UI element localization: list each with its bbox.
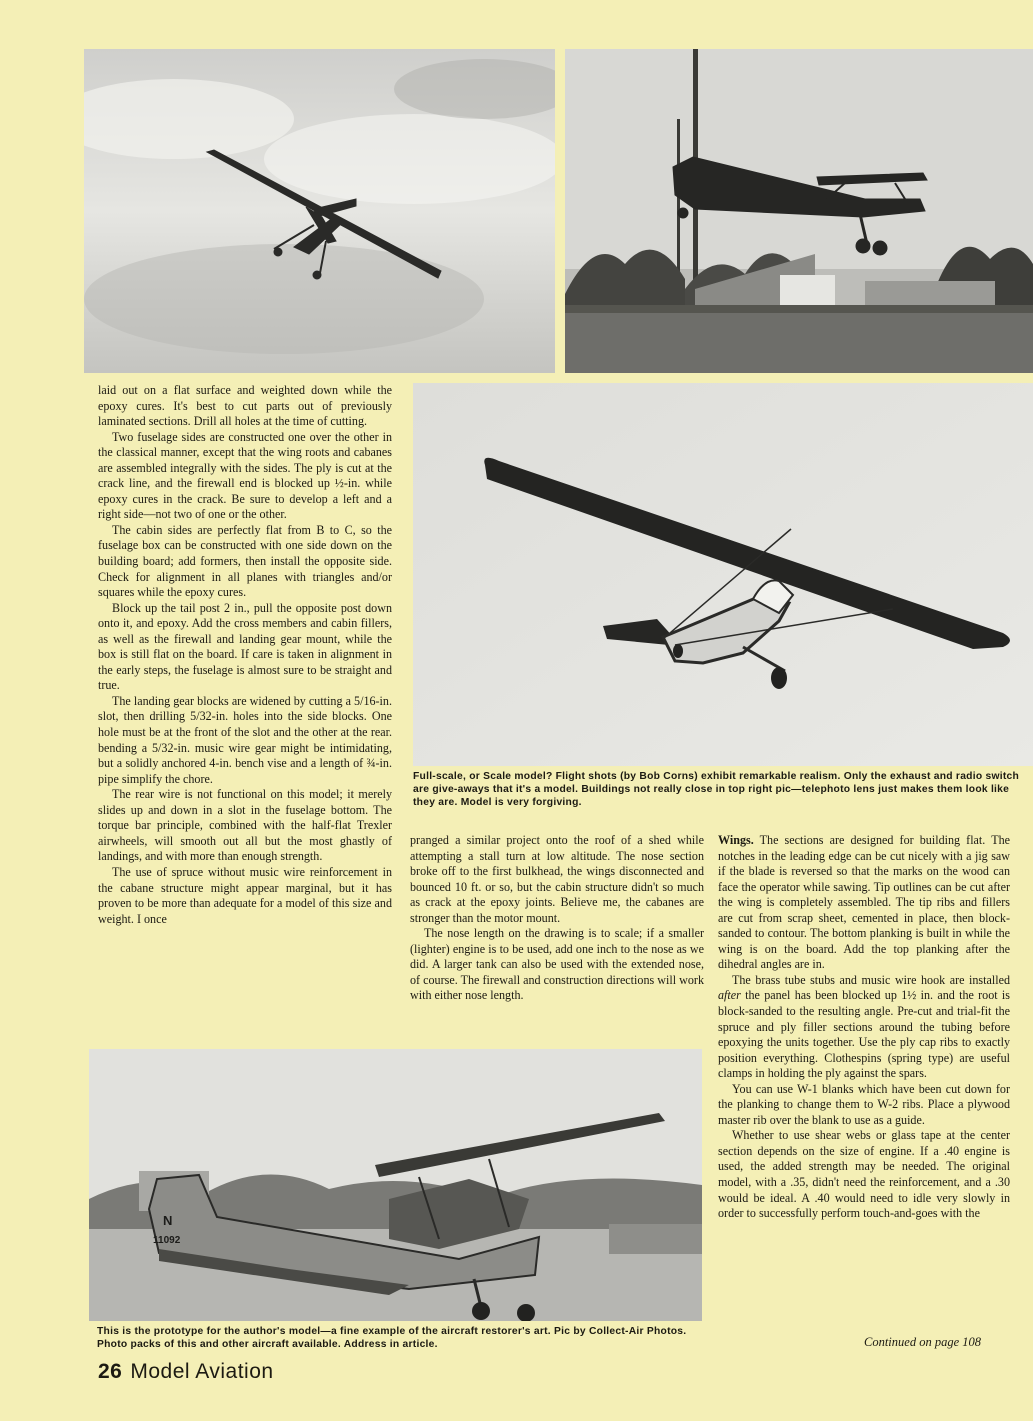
paragraph: The nose length on the drawing is to scale; if a smaller (lighter) engine is to be used, add one inch to the nose as we did. A larger tank can also be used with the extended nose, of course. The firewall and construction directions will work with either nose length. (410, 926, 704, 1003)
paragraph: Two fuselage sides are constructed one over the other in the classical manner, except that the wing roots and cabanes are assembled integrally with the sides. The ply is cut at the crack line, and the firewall end is blocked up ½-in. while epoxy cures in the crack. Be sure to develop a left and a right side—not two of one or the other. (98, 429, 392, 522)
tail-letter: N (163, 1213, 173, 1228)
text-column-2 (410, 833, 704, 1004)
magazine-title: Model Aviation (130, 1360, 274, 1383)
continued-link[interactable]: Continued on page 108 (864, 1335, 982, 1349)
text-column-3 (718, 833, 1010, 1222)
text-column-1 (98, 383, 392, 927)
photo-flight-sky (84, 49, 555, 373)
paragraph: pranged a similar project onto the roof of a shed while attempting a stall turn at low altitude. The nose section broke off to the first bulkhead, the wings disconnected and bounced 10 ft. or so, but the cabin structure didn't so much as crack at the epoxy joints. Believe me, the cabanes are stronger than the motor mount. (410, 833, 704, 925)
paragraph: The landing gear blocks are widened by cutting a 5/16-in. slot, then drilling 5/32-in. holes into the side blocks. One hole must be at the front of the slot and the other at the rear. bending a 5/32-in. music wire gear might be intimidating, but a solidly anchored 4-in. bench vise and a length of ¾-in. pipe simplify the chore. (98, 693, 392, 786)
photo-flight-closeup (413, 383, 1033, 766)
registration-number: 11092 (153, 1235, 181, 1246)
section-heading-wings: Wings. (718, 833, 754, 847)
paragraph: Wings. The sections are designed for building flat. The notches in the leading edge can be cut nicely with a jig saw if the blade is reversed so that the marks on the wood can face the operator while sawing. Tip outlines can be cut after the wing is completely assembled. The tip ribs and fillers are cut from scrap sheet, cemented in place, then block-sanded to contour. The bottom planking is built in while the wing is on the board. Add the top planking after the dihedral angles are in. (718, 833, 1010, 972)
caption-prototype: This is the prototype for the author's model—a fine example of the aircraft restorer's art. Pic by Collect-Air Photos. Photo packs of this and other aircraft available. Address in article. (97, 1326, 687, 1350)
paragraph: You can use W-1 blanks which have been cut down for the planking to change them to W-2 ribs. Place a plywood master rib over the blank to use as a guide. (718, 1081, 1010, 1127)
paragraph: Whether to use shear webs or glass tape at the center section depends on the size of engine. If a .40 engine is used, the added strength may be needed. The original model, with a .35, didn't need the reinforcement, and a .30 would be ideal. A .40 would need to idle very slowly in order to successfully perform touch-and-goes with the (718, 1128, 1010, 1221)
paragraph: The use of spruce without music wire reinforcement in the cabane structure might appear marginal, but it has proven to be more than adequate for a model of this size and weight. I once (98, 864, 392, 926)
paragraph: laid out on a flat surface and weighted down while the epoxy cures. It's best to cut parts out of previously laminated sections. Drill all holes at the time of cutting. (98, 383, 392, 429)
page-number: 26 (98, 1360, 123, 1383)
photo-flight-buildings (565, 49, 1033, 373)
paragraph: The cabin sides are perfectly flat from B to C, so the fuselage box can be constructed with one side down on the building board; add formers, then install the opposite side. Check for alignment in all planes with triangles and/or squares while the epoxy cures. (98, 522, 392, 600)
caption-flight-shots: Full-scale, or Scale model? Flight shots (by Bob Corns) exhibit remarkable realism. Only the exhaust and radio switch are give-aways that it's a model. Buildings not really close in top right pic—telephoto lens just makes them look like they are. Model is very forgiving. (413, 771, 1020, 808)
paragraph: The brass tube stubs and music wire hook are installed after the panel has been blocked up 1½ in. and the root is block-sanded to the resulting angle. Pre-cut and trial-fit the spruce and ply filler sections around the tubing before epoxying the units together. Use the ply cap ribs to exactly position everything. Clothespins (spring type) are useful clamps in holding the ply against the spars. (718, 972, 1010, 1081)
photo-prototype-ground (89, 1049, 702, 1321)
paragraph: Block up the tail post 2 in., pull the opposite post down onto it, and epoxy. Add the cross members and cabin fillers, as well as the firewall and landing gear mount, while the box is still flat on the board. If care is taken in alignment in the early steps, the fuselage is almost sure to be straight and true. (98, 600, 392, 693)
page-footer (98, 1360, 274, 1384)
paragraph: The rear wire is not functional on this model; it merely slides up and down in a slot in the fuselage bottom. The torque bar principle, combined with the half-flat Trexler airwheels, will smooth out all but the most ghastly of landings, and with more than enough strength. (98, 787, 392, 864)
